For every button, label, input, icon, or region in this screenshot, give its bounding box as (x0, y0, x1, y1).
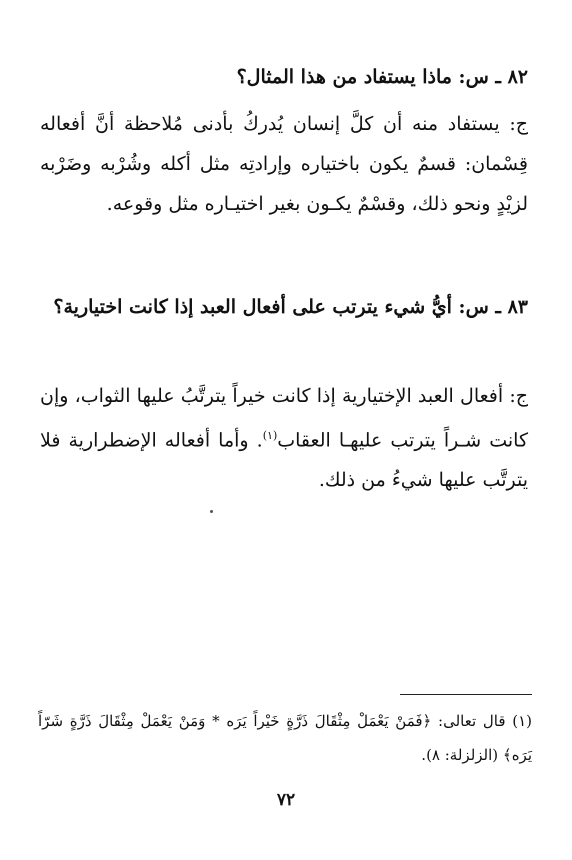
answer-83 (40, 376, 528, 500)
footnote-divider (400, 694, 532, 695)
footnote (38, 704, 532, 772)
footnote-number: (١) (512, 712, 532, 730)
question-text: ـ س: أيُّ شيء يترتب على أفعال العبد إذا كانت اختيارية؟ (53, 296, 501, 318)
footnote-text: قال تعالى: ﴿فَمَنْ يَعْمَلْ مِثْقَالَ ذَرَّةٍ خَيْراً يَرَه * وَمَنْ يَعْمَلْ مِثْقَالَ ذَرَّةٍ شَرّاً يَرَه﴾ (الزلزلة: ٨). (38, 712, 532, 764)
answer-text-part1: أفعال العبد الإختيارية إذا كانت خيراً يترتَّبُ عليها الثواب، وإن كانت شـراً يترتب عليهـا العقاب (40, 385, 528, 452)
answer-prefix: ج: (509, 113, 528, 135)
question-number: ٨٣ (507, 296, 528, 318)
answer-82 (40, 104, 528, 224)
question-83 (40, 288, 528, 326)
question-82 (40, 58, 528, 96)
stray-dot (210, 510, 213, 513)
question-text: ـ س: ماذا يستفاد من هذا المثال؟ (236, 66, 501, 88)
answer-text-part2: . وأما أفعاله الإضطرارية فلا يترتَّب عليها شيءُ من ذلك. (40, 429, 528, 492)
footnote-reference: (١) (262, 429, 278, 442)
answer-text: يستفاد منه أن كلَّ إنسان يُدركُ بأدنى مُلاحظة أنَّ أفعاله قِسْمان: قسمٌ يكون باختياره وإرادتِه مثل أكله وشُرْبه وضَرْبه لزيْدٍ ونحو ذلك، وقسْمٌ يكـون بغير اختيـاره مثل وقوعه. (40, 113, 528, 215)
question-number: ٨٢ (507, 66, 528, 88)
page-number: ٧٢ (276, 790, 296, 810)
answer-prefix: ج: (509, 385, 528, 407)
